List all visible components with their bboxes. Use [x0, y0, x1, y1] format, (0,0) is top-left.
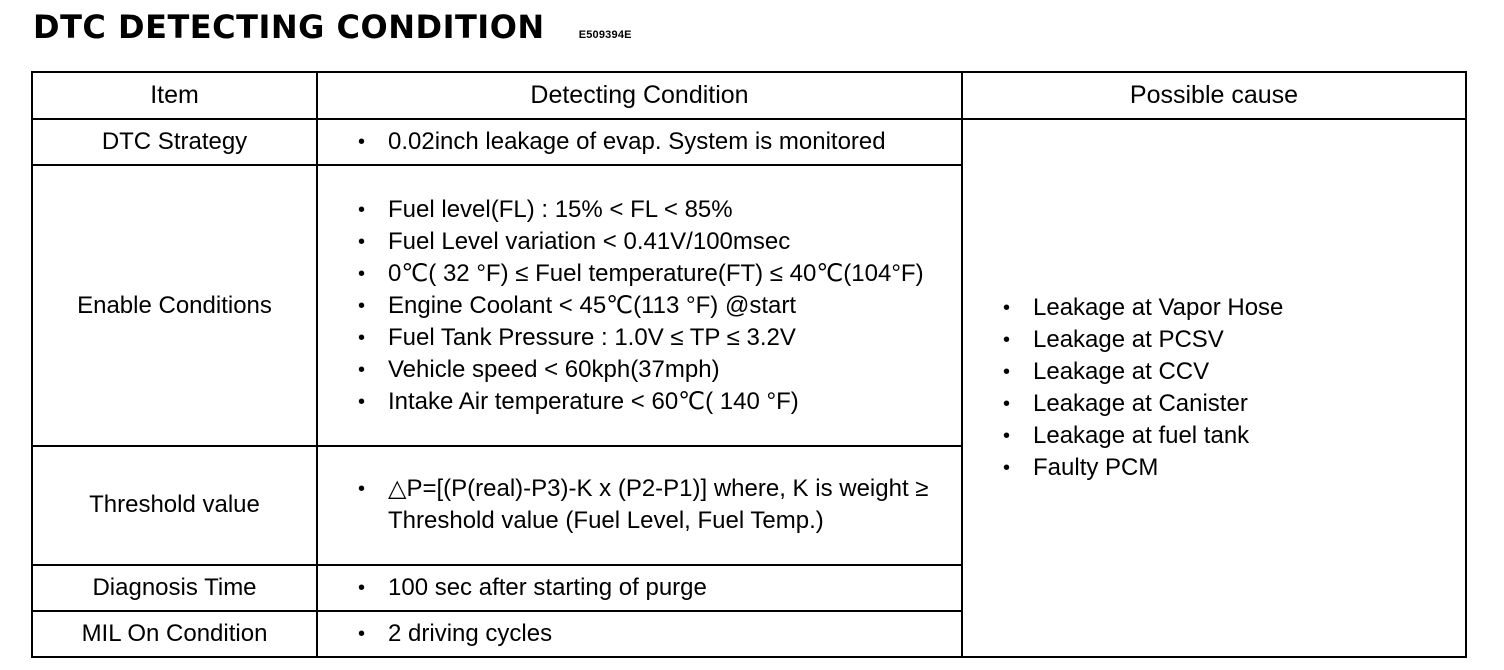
cause-item: • Leakage at PCSV: [1003, 324, 1465, 356]
item-threshold-value: Threshold value: [32, 446, 317, 564]
condition-item: • 0.02inch leakage of evap. System is monitored: [358, 126, 953, 158]
condition-item: • Fuel Tank Pressure : 1.0V ≤ TP ≤ 3.2V: [358, 322, 953, 354]
item-diagnosis-time: Diagnosis Time: [32, 565, 317, 611]
condition-cell: [317, 165, 962, 446]
header-detecting-condition: Detecting Condition: [317, 72, 962, 119]
condition-item: • 100 sec after starting of purge: [358, 572, 953, 604]
condition-cell: [317, 119, 962, 165]
item-enable-conditions: Enable Conditions: [32, 165, 317, 446]
condition-item: • △P=[(P(real)-P3)-K x (P2-P1)] where, K is weight ≥ Threshold value (Fuel Level, Fuel Temp.): [358, 473, 953, 537]
cause-item: • Faulty PCM: [1003, 452, 1465, 484]
condition-item: • Fuel Level variation < 0.41V/100msec: [358, 226, 953, 258]
condition-item: • Fuel level(FL) : 15% < FL < 85%: [358, 194, 953, 226]
condition-item: • 2 driving cycles: [358, 618, 953, 650]
header-possible-cause: Possible cause: [962, 72, 1466, 119]
condition-cell: [317, 565, 962, 611]
condition-item: • Engine Coolant < 45℃(113 °F) @start: [358, 290, 953, 322]
cause-item: • Leakage at CCV: [1003, 356, 1465, 388]
header-item: Item: [32, 72, 317, 119]
table-row: [32, 119, 1466, 165]
condition-item: • Intake Air temperature < 60℃( 140 °F): [358, 386, 953, 418]
cause-item: • Leakage at Canister: [1003, 388, 1465, 420]
condition-item: • 0℃( 32 °F) ≤ Fuel temperature(FT) ≤ 40℃(104°F): [358, 258, 953, 290]
item-dtc-strategy: DTC Strategy: [32, 119, 317, 165]
dtc-condition-table: [31, 71, 1467, 658]
item-mil-on-condition: MIL On Condition: [32, 611, 317, 657]
possible-cause-cell: [962, 119, 1466, 657]
cause-item: • Leakage at Vapor Hose: [1003, 292, 1465, 324]
condition-cell: [317, 446, 962, 564]
condition-item: • Vehicle speed < 60kph(37mph): [358, 354, 953, 386]
document-code: E509394E: [578, 29, 632, 41]
cause-item: • Leakage at fuel tank: [1003, 420, 1465, 452]
condition-cell: [317, 611, 962, 657]
table-header-row: [32, 72, 1466, 119]
page-title: DTC DETECTING CONDITION: [33, 8, 545, 46]
page-header: [33, 8, 632, 48]
